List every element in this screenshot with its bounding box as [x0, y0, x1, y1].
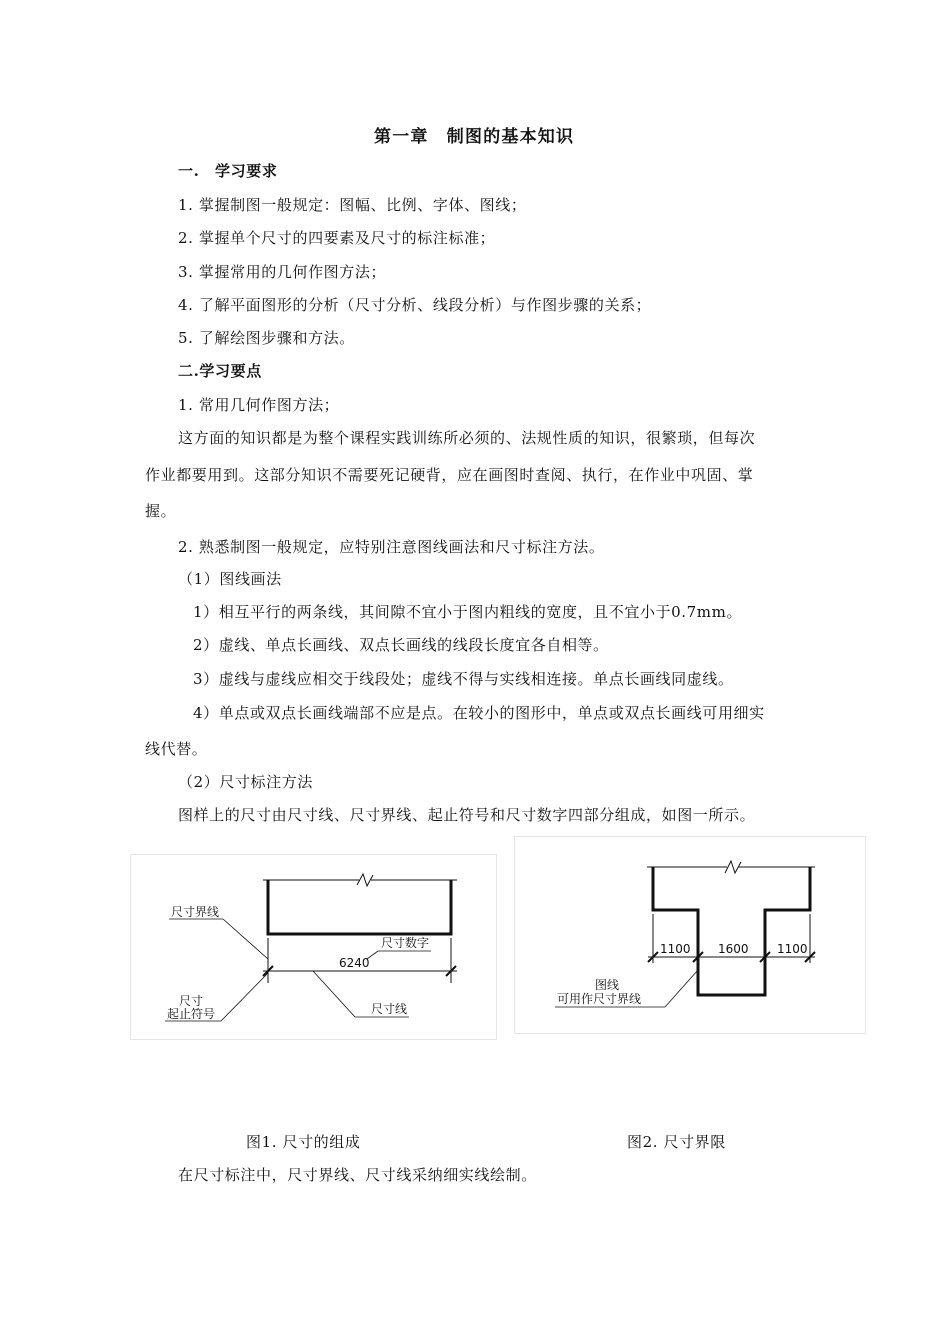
break-mark-icon	[725, 861, 741, 873]
subsection-heading: （1）图线画法	[178, 570, 282, 588]
subsection-heading: （2）尺寸标注方法	[178, 773, 313, 791]
label-dimension-number: 尺寸数字	[381, 936, 430, 950]
section1-heading: 一. 学习要求	[178, 162, 278, 180]
paragraph-line: 作业都要用到。这部分知识不需要死记硬背，应在画图时查阅、执行，在作业中巩固、掌	[145, 466, 754, 484]
label-outline: 图线	[595, 978, 620, 992]
label-extension-line: 尺寸界线	[171, 905, 220, 919]
key-point: 2. 熟悉制图一般规定，应特别注意图线画法和尺寸标注方法。	[178, 538, 605, 556]
paragraph-line: 这方面的知识都是为整个课程实践训练所必须的、法规性质的知识，很繁琐，但每次	[178, 429, 756, 447]
leader-line	[665, 970, 698, 1007]
leader-line	[223, 919, 268, 959]
rule-item-continued: 线代替。	[145, 740, 208, 758]
rule-item: 2）虚线、单点长画线、双点长画线的线段长度宜各自相等。	[193, 636, 609, 654]
figure2-caption: 图2. 尺寸界限	[627, 1133, 726, 1151]
leader-line	[313, 971, 355, 1017]
dimension-value: 1100	[660, 942, 691, 956]
rule-item: 1）相互平行的两条线，其间隙不宜小于图内粗线的宽度，且不宜小于0.7mm。	[193, 603, 743, 621]
rule-item: 3）虚线与虚线应相交于线段处；虚线不得与实线相连接。单点长画线同虚线。	[193, 670, 734, 688]
object-outline	[653, 867, 810, 995]
leader-line	[367, 951, 378, 959]
label-dimension-line: 尺寸线	[371, 1002, 408, 1016]
break-mark-icon	[357, 874, 373, 886]
label-terminal: 起止符号	[167, 1007, 216, 1021]
object-outline	[268, 880, 451, 934]
dimension-value: 6240	[339, 956, 370, 970]
dimension-value: 1100	[777, 942, 808, 956]
page-title: 第一章 制图的基本知识	[374, 127, 575, 147]
closing-sentence: 在尺寸标注中，尺寸界线、尺寸线采纳细实线绘制。	[178, 1166, 537, 1184]
paragraph-line: 图样上的尺寸由尺寸线、尺寸界线、起止符号和尺寸数字四部分组成，如图一所示。	[178, 806, 756, 824]
requirement-item: 3. 掌握常用的几何作图方法；	[178, 263, 387, 281]
figure-dimension-components	[130, 854, 497, 1040]
key-point: 1. 常用几何作图方法；	[178, 396, 340, 414]
figure1-drawing	[131, 855, 496, 1039]
dimension-value: 1600	[718, 942, 749, 956]
leader-line	[221, 973, 268, 1021]
figure-dimension-limits	[514, 836, 866, 1034]
requirement-item: 2. 掌握单个尺寸的四要素及尺寸的标注标准；	[178, 229, 496, 247]
requirement-item: 1. 掌握制图一般规定：图幅、比例、字体、图线；	[178, 196, 527, 214]
requirement-item: 5. 了解绘图步骤和方法。	[178, 329, 355, 347]
figure1-caption: 图1. 尺寸的组成	[246, 1133, 361, 1151]
rule-item: 4）单点或双点长画线端部不应是点。在较小的图形中，单点或双点长画线可用细实	[193, 704, 765, 722]
label-terminal: 尺寸	[179, 994, 204, 1008]
section2-heading: 二.学习要点	[178, 362, 262, 380]
requirement-item: 4. 了解平面图形的分析（尺寸分析、线段分析）与作图步骤的关系；	[178, 296, 652, 314]
label-outline: 可用作尺寸界线	[557, 992, 642, 1006]
paragraph-line: 握。	[145, 502, 177, 520]
figure2-drawing	[515, 837, 865, 1033]
